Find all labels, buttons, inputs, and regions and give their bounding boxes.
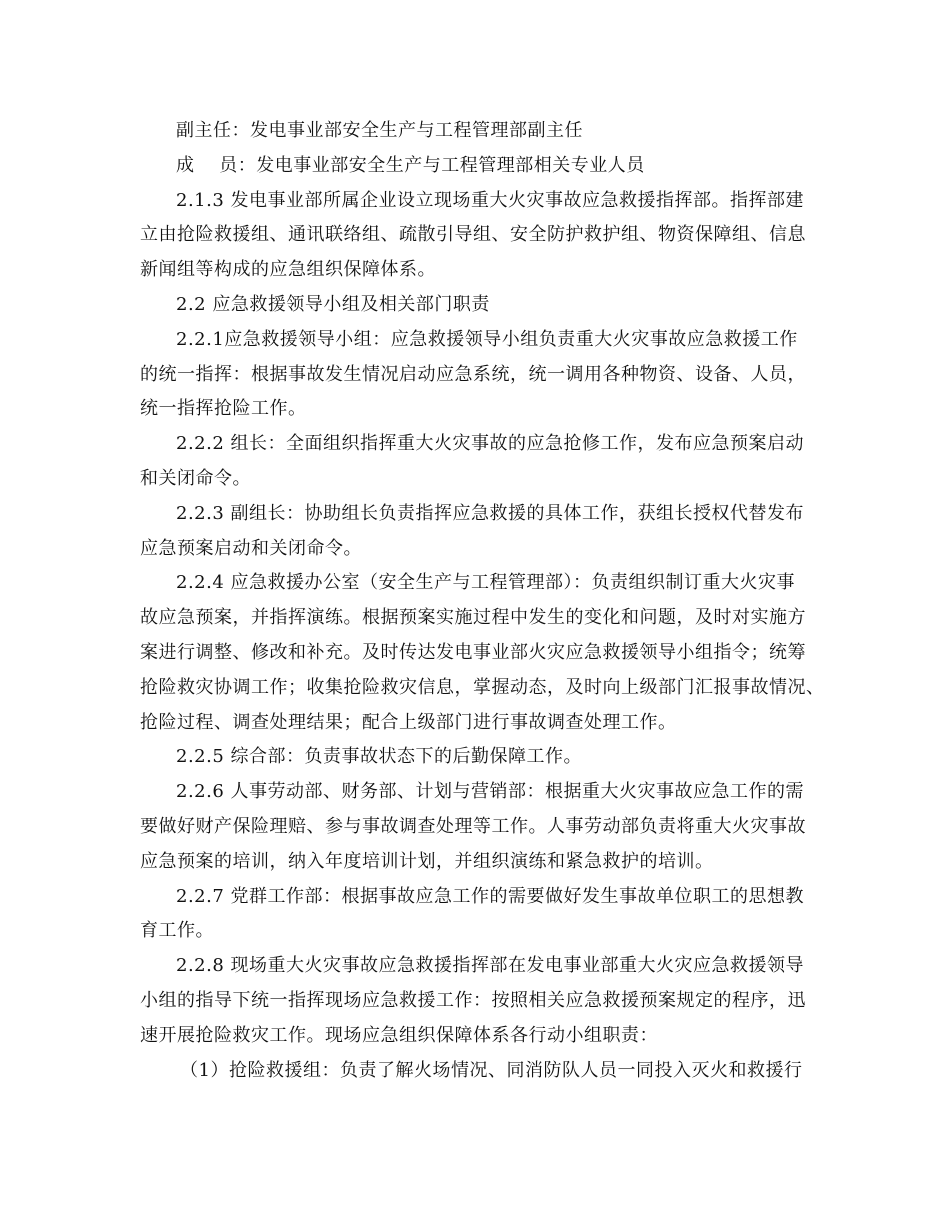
text-line-2-2-3: 2.2.3 副组长：协助组长负责指挥应急救援的具体工作，获组长授权代替发布 (176, 502, 805, 524)
text-line: 故应急预案，并指挥演练。根据预案实施过程中发生的变化和问题，及时对实施方 (140, 607, 806, 629)
text-line: 和关闭命令。 (140, 467, 251, 489)
text-line-2-2-4: 2.2.4 应急救援办公室（安全生产与工程管理部）：负责组织制订重大火灾事 (176, 572, 796, 594)
text-line-2-2-7: 2.2.7 党群工作部：根据事故应急工作的需要做好发生事故单位职工的思想教 (176, 885, 805, 907)
text-line-members: 成 员：发电事业部安全生产与工程管理部相关专业人员 (176, 154, 645, 176)
list-item-rescue-team: （1）抢险救援组：负责了解火场情况、同消防队人员一同投入灭火和救援行 (180, 1059, 803, 1081)
text-line: 的统一指挥：根据事故发生情况启动应急系统，统一调用各种物资、设备、人员， (140, 363, 806, 385)
text-line-2-2-2: 2.2.2 组长：全面组织指挥重大火灾事故的应急抢修工作，发布应急预案启动 (176, 433, 805, 455)
text-line: 统一指挥抢险工作。 (140, 398, 307, 420)
text-line: 抢险救灾协调工作；收集抢险救灾信息，掌握动态，及时向上级部门汇报事故情况、 (140, 676, 825, 698)
text-line: 应急预案的培训，纳入年度培训计划，并组织演练和紧急救护的培训。 (140, 850, 714, 872)
text-line: 抢险过程、调查处理结果；配合上级部门进行事故调查处理工作。 (140, 711, 677, 733)
text-line-2-2-1: 2.2.1应急救援领导小组：应急救援领导小组负责重大火灾事故应急救援工作 (176, 328, 798, 350)
text-line-2-2-5: 2.2.5 综合部：负责事故状态下的后勤保障工作。 (176, 746, 583, 768)
text-line-2-2-6: 2.2.6 人事劳动部、财务部、计划与营销部：根据重大火灾事故应急工作的需 (176, 781, 805, 803)
text-line-2-1-3: 2.1.3 发电事业部所属企业设立现场重大火灾事故应急救援指挥部。指挥部建 (176, 189, 805, 211)
text-line: 育工作。 (140, 920, 214, 942)
text-line: 小组的指导下统一指挥现场应急救援工作：按照相关应急救援预案规定的程序，迅 (140, 989, 806, 1011)
text-line: 速开展抢险救灾工作。现场应急组织保障体系各行动小组职责： (140, 1024, 658, 1046)
document-body (140, 114, 830, 1088)
text-line: 立由抢险救援组、通讯联络组、疏散引导组、安全防护救护组、物资保障组、信息 (140, 224, 806, 246)
section-heading-2-2: 2.2 应急救援领导小组及相关部门职责 (176, 293, 490, 315)
text-line-2-2-8: 2.2.8 现场重大火灾事故应急救援指挥部在发电事业部重大火灾应急救援领导 (176, 955, 805, 977)
text-line: 要做好财产保险理赔、参与事故调查处理等工作。人事劳动部负责将重大火灾事故 (140, 815, 806, 837)
text-line: 新闻组等构成的应急组织保障体系。 (140, 259, 436, 281)
text-line-deputy-director: 副主任：发电事业部安全生产与工程管理部副主任 (176, 120, 583, 141)
text-line: 应急预案启动和关闭命令。 (140, 537, 362, 559)
text-line: 案进行调整、修改和补充。及时传达发电事业部火灾应急救援领导小组指令；统筹 (140, 641, 806, 663)
